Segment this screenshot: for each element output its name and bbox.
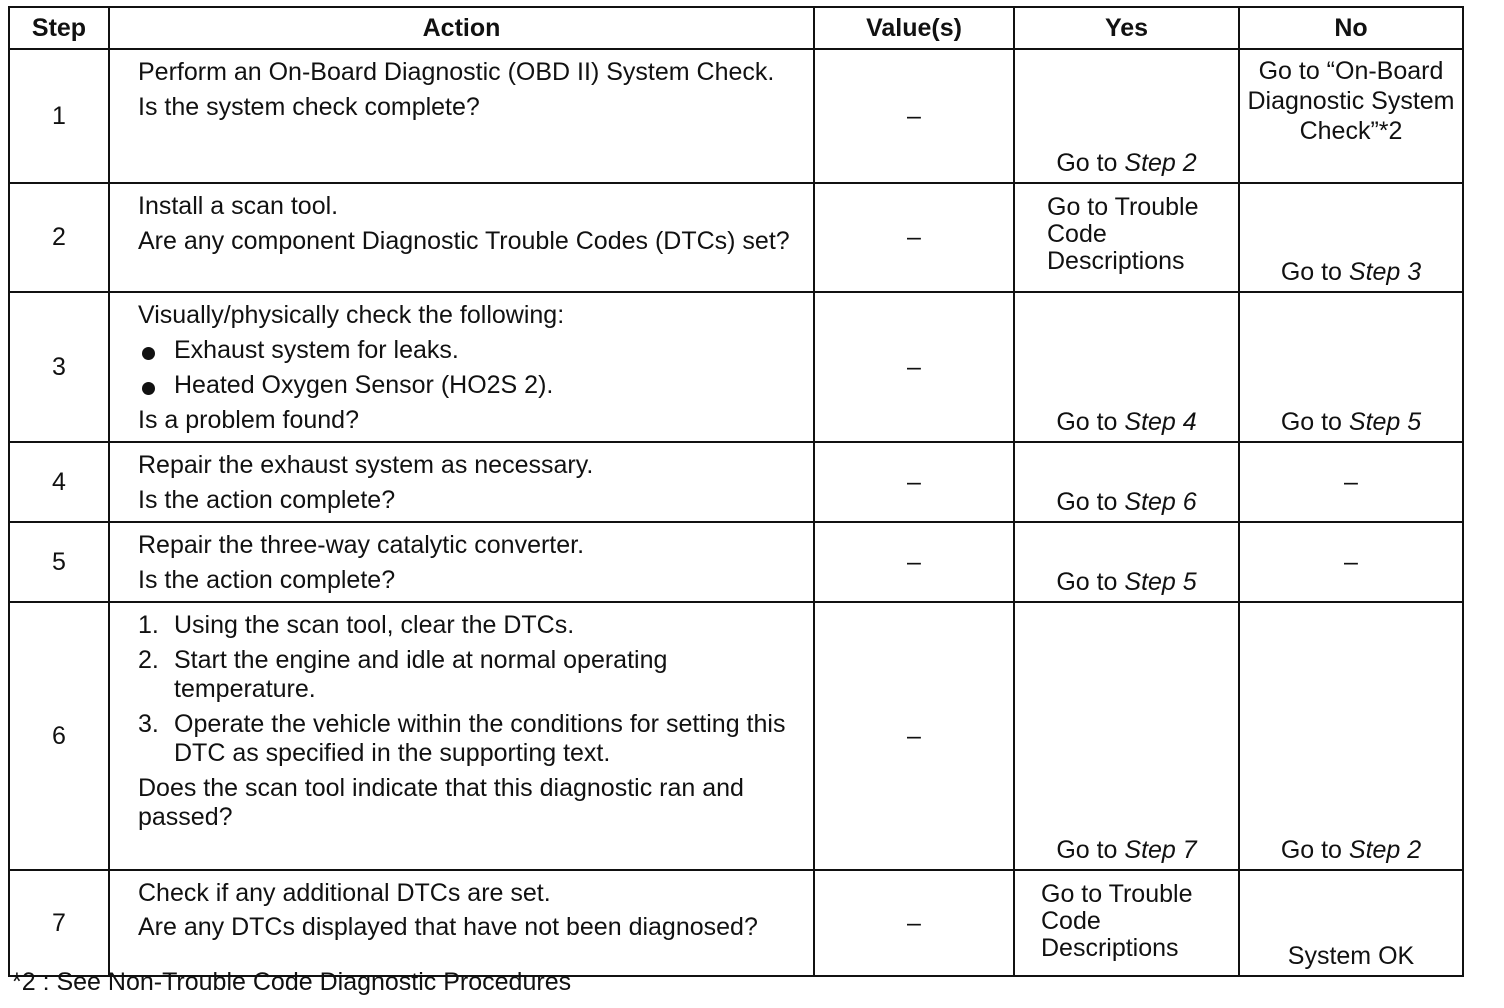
numbered-item <box>138 646 803 704</box>
bullet-item: Exhaust system for leaks. <box>138 336 803 365</box>
no-text[interactable]: Go to “On-Board Diagnostic System Check”*2 <box>1247 57 1455 145</box>
no-prefix: Go to <box>1280 408 1349 436</box>
step-number: 6 <box>9 602 109 870</box>
item-text: Using the scan tool, clear the DTCs. <box>174 611 575 639</box>
header-row <box>9 7 1463 49</box>
no-cell <box>1239 870 1463 976</box>
yes-cell <box>1014 49 1239 183</box>
action-question: Is the action complete? <box>138 486 396 514</box>
value-cell: – <box>814 183 1014 292</box>
yes-cell <box>1014 183 1239 292</box>
yes-text[interactable]: Go to Trouble Code Descriptions <box>1041 880 1193 962</box>
no-cell <box>1239 183 1463 292</box>
yes-cell <box>1014 602 1239 870</box>
header-value: Value(s) <box>814 7 1014 49</box>
table-row <box>9 522 1463 602</box>
yes-prefix: Go to <box>1056 488 1125 516</box>
bullet-item: Heated Oxygen Sensor (HO2S 2). <box>138 371 803 400</box>
no-cell: – <box>1239 522 1463 602</box>
step-number: 1 <box>9 49 109 183</box>
action-cell <box>109 183 814 292</box>
no-cell <box>1239 49 1463 183</box>
yes-prefix: Go to <box>1056 408 1125 436</box>
yes-cell <box>1014 870 1239 976</box>
yes-step-link[interactable]: Step 6 <box>1124 488 1197 516</box>
yes-step-link[interactable]: Step 5 <box>1124 568 1197 596</box>
item-number: 2. <box>138 646 159 674</box>
action-question: Is the system check complete? <box>138 93 480 121</box>
yes-step-link[interactable]: Step 2 <box>1124 149 1197 177</box>
action-question: Is the action complete? <box>138 566 396 594</box>
action-text: Repair the three-way catalytic converter. <box>138 531 585 559</box>
action-text: Perform an On-Board Diagnostic (OBD II) System Check. <box>138 58 775 86</box>
yes-step-link[interactable]: Step 7 <box>1124 836 1197 864</box>
table-row <box>9 870 1463 976</box>
action-cell <box>109 442 814 522</box>
no-cell <box>1239 292 1463 442</box>
yes-prefix: Go to <box>1056 149 1125 177</box>
action-cell <box>109 522 814 602</box>
header-yes: Yes <box>1014 7 1239 49</box>
no-text: System OK <box>1287 942 1415 970</box>
item-number: 1. <box>138 611 159 639</box>
yes-cell <box>1014 292 1239 442</box>
item-number: 3. <box>138 710 159 738</box>
table-row <box>9 183 1463 292</box>
yes-cell <box>1014 442 1239 522</box>
step-number: 7 <box>9 870 109 976</box>
action-text: Check if any additional DTCs are set. <box>138 879 551 907</box>
table-row <box>9 292 1463 442</box>
yes-cell <box>1014 522 1239 602</box>
item-text: Start the engine and idle at normal operating temperature. <box>174 646 668 703</box>
value-cell: – <box>814 442 1014 522</box>
footnote: *2 : See Non-Trouble Code Diagnostic Procedures <box>12 968 572 996</box>
action-cell <box>109 870 814 976</box>
action-cell <box>109 602 814 870</box>
no-prefix: Go to <box>1280 836 1349 864</box>
action-question: Does the scan tool indicate that this diagnostic ran and passed? <box>138 774 744 831</box>
no-step-link[interactable]: Step 2 <box>1348 836 1422 864</box>
no-cell: – <box>1239 442 1463 522</box>
no-cell <box>1239 602 1463 870</box>
value-cell: – <box>814 49 1014 183</box>
numbered-item <box>138 611 803 640</box>
yes-text[interactable]: Go to Trouble Code Descriptions <box>1047 193 1199 275</box>
action-text: Install a scan tool. <box>138 192 339 220</box>
numbered-item <box>138 710 803 768</box>
no-step-link[interactable]: Step 3 <box>1348 258 1422 286</box>
diagnostic-table <box>8 6 1464 977</box>
yes-prefix: Go to <box>1056 836 1125 864</box>
table-row <box>9 49 1463 183</box>
no-step-link[interactable]: Step 5 <box>1348 408 1422 436</box>
step-number: 5 <box>9 522 109 602</box>
value-cell: – <box>814 602 1014 870</box>
yes-prefix: Go to <box>1056 568 1125 596</box>
step-number: 3 <box>9 292 109 442</box>
step-number: 2 <box>9 183 109 292</box>
action-question: Is a problem found? <box>138 406 359 434</box>
value-cell: – <box>814 522 1014 602</box>
value-cell: – <box>814 292 1014 442</box>
table-row <box>9 442 1463 522</box>
action-question: Are any component Diagnostic Trouble Codes (DTCs) set? <box>138 227 790 255</box>
action-text: Repair the exhaust system as necessary. <box>138 451 594 479</box>
header-action: Action <box>109 7 814 49</box>
action-cell <box>109 292 814 442</box>
value-cell: – <box>814 870 1014 976</box>
item-text: Operate the vehicle within the conditions for setting this DTC as specified in the supporting text. <box>174 710 786 767</box>
action-cell <box>109 49 814 183</box>
yes-step-link[interactable]: Step 4 <box>1124 408 1197 436</box>
header-step: Step <box>9 7 109 49</box>
action-text: Visually/physically check the following: <box>138 301 565 329</box>
step-number: 4 <box>9 442 109 522</box>
action-question: Are any DTCs displayed that have not been diagnosed? <box>138 913 758 941</box>
no-prefix: Go to <box>1280 258 1349 286</box>
numbered-list <box>138 611 803 768</box>
header-no: No <box>1239 7 1463 49</box>
bullet-list <box>138 336 803 400</box>
table-row <box>9 602 1463 870</box>
